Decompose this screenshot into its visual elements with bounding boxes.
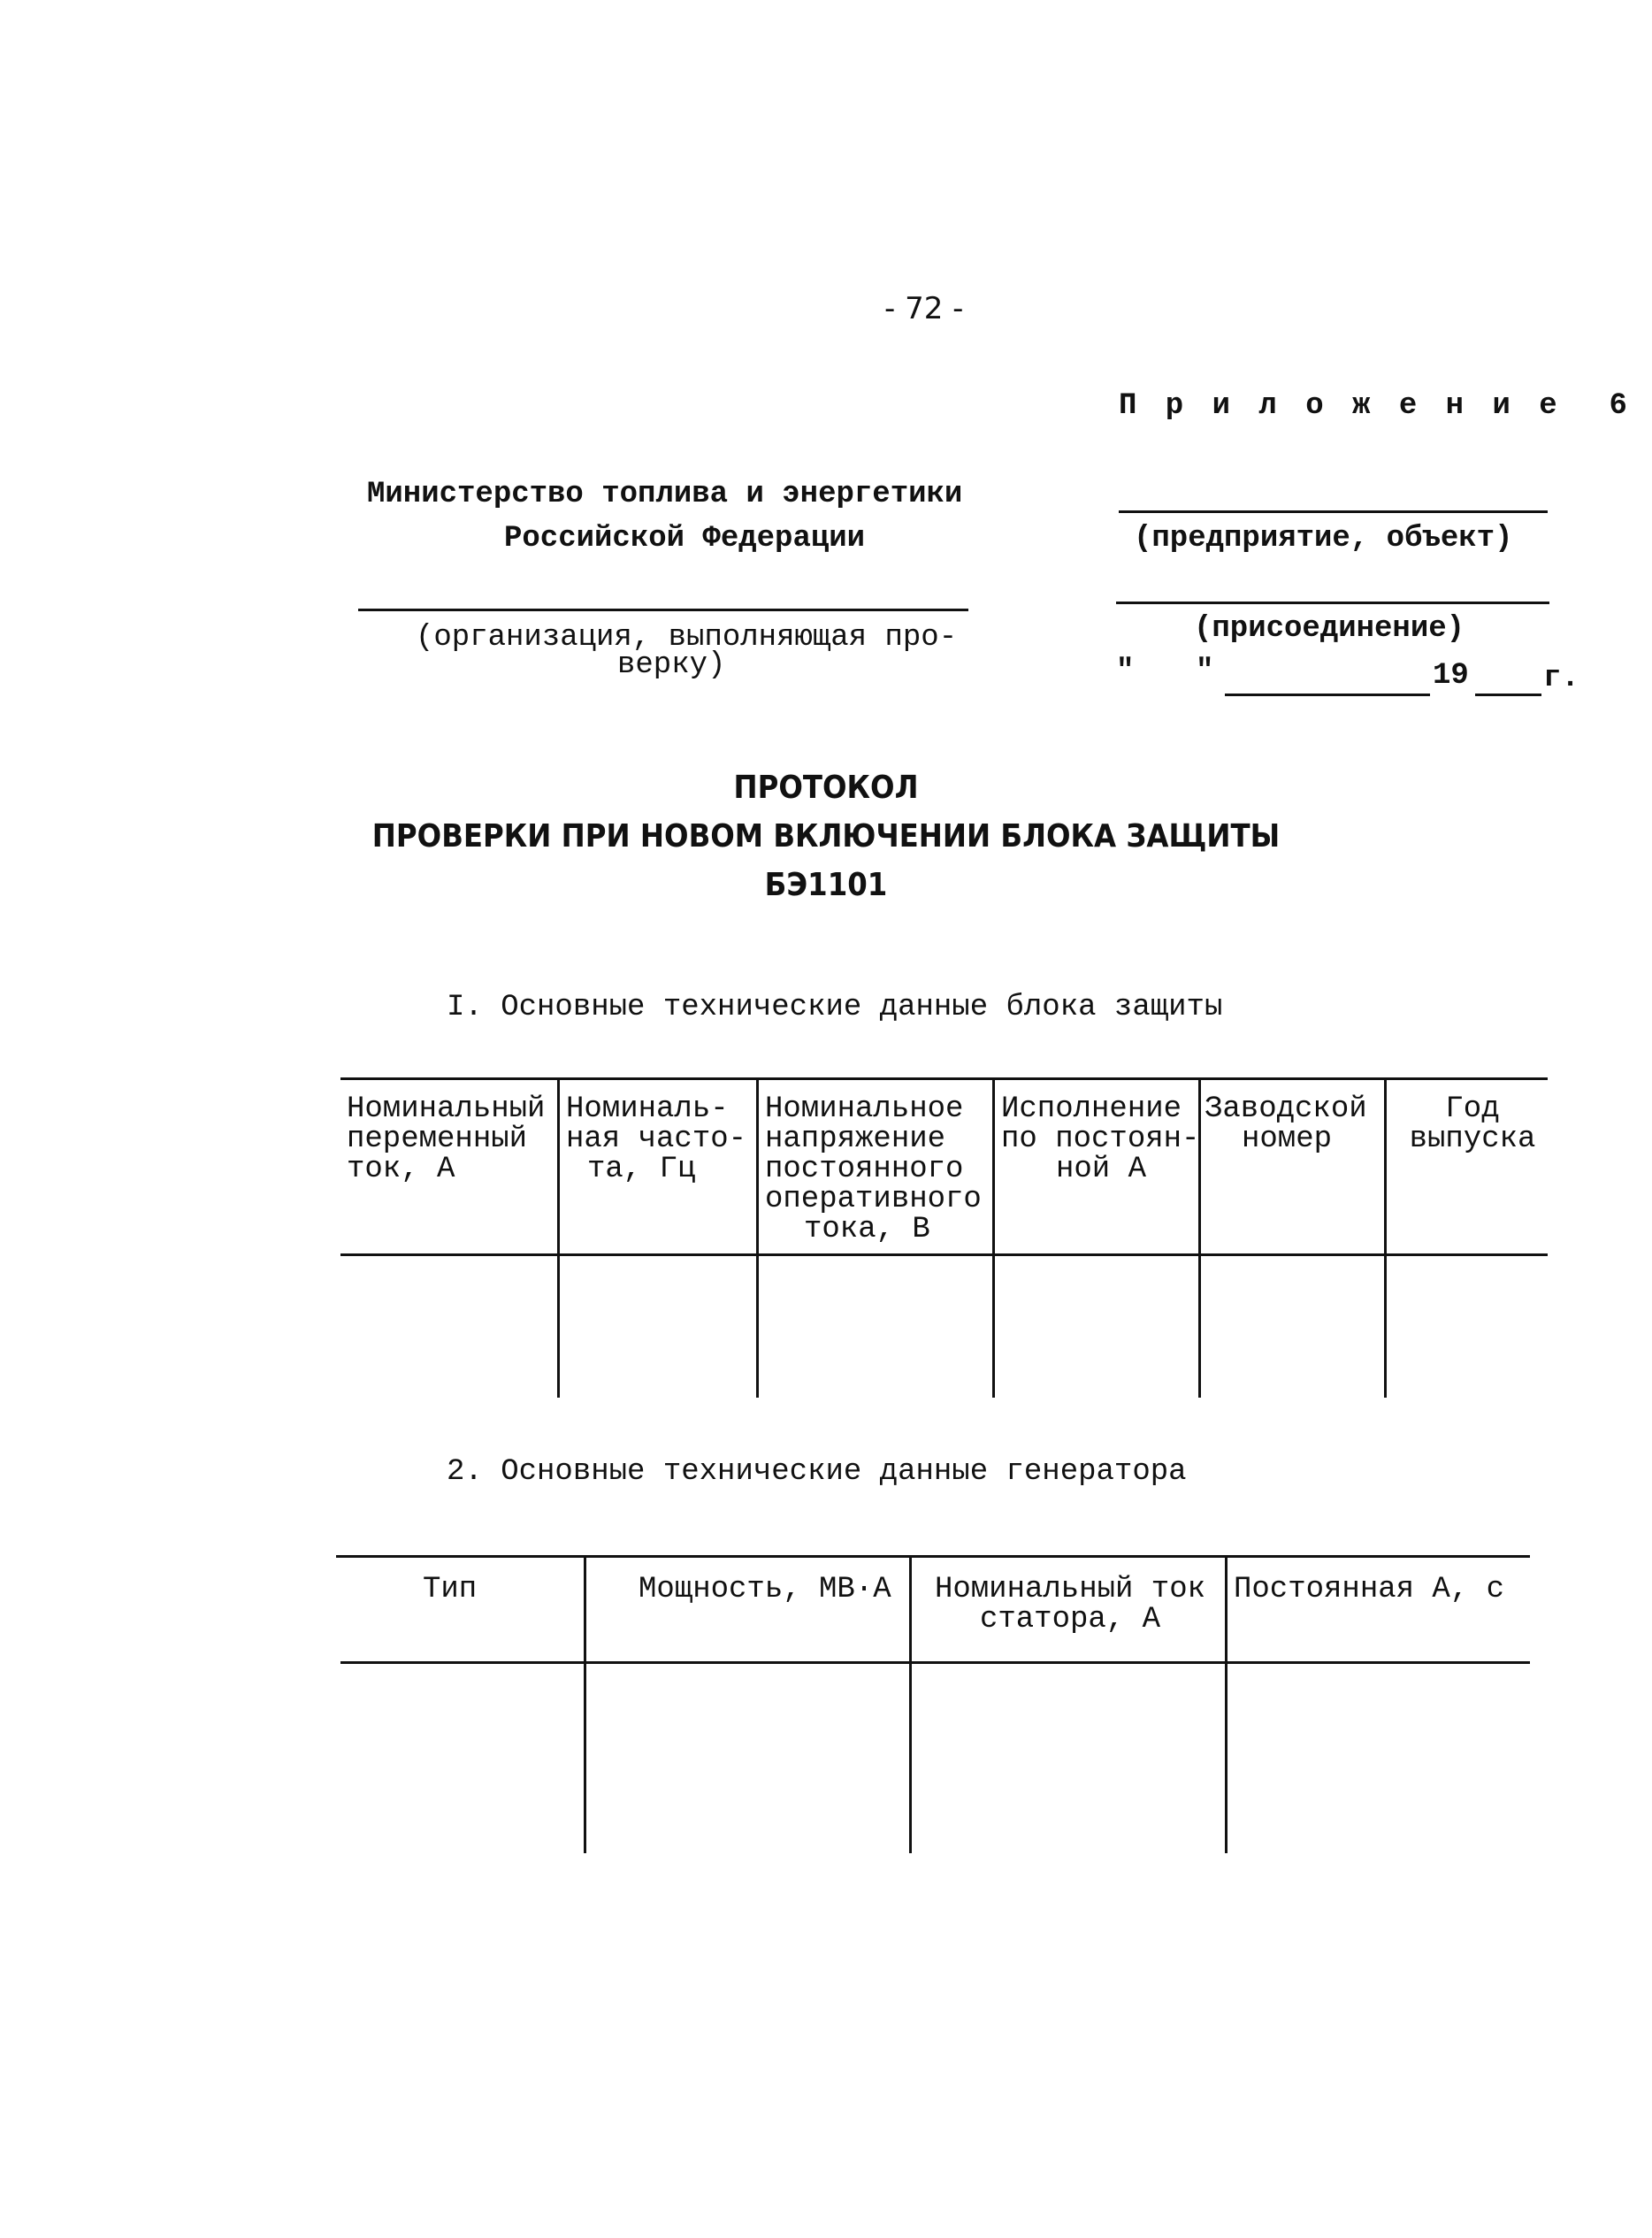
table2-col-time-constant: Постоянная А, с (1234, 1573, 1505, 1606)
organization-caption-line2: верку) (617, 648, 726, 682)
table2-col-type: Тип (423, 1573, 478, 1606)
ministry-name: Министерство топлива и энергетики (367, 478, 963, 511)
table2-col-stator-current: Номинальный ток статора, А (934, 1573, 1206, 1636)
section1-heading: I. Основные технические данные блока защиты (447, 991, 1223, 1024)
table1-col-serial-number: Заводской номер (1205, 1092, 1367, 1156)
organization-line (358, 609, 968, 611)
document-subtitle: ПРОВЕРКИ ПРИ НОВОМ ВКЛЮЧЕНИИ БЛОКА ЗАЩИТЫ (371, 818, 1281, 855)
table1-col-rated-dc-voltage: Номинальное напряжение постоянного оперативного тока, В (765, 1092, 982, 1246)
table1-col-rated-frequency: Номиналь- ная часто- та, Гц (566, 1092, 747, 1186)
table1-divider (756, 1079, 759, 1398)
document-title: ПРОТОКОЛ (733, 770, 919, 806)
date-year-line (1475, 694, 1541, 696)
connection-caption: (присоединение) (1194, 612, 1465, 646)
connection-line (1116, 602, 1549, 604)
device-model: БЭ1101 (764, 867, 888, 903)
table2-divider (584, 1557, 586, 1853)
table1-col-year-of-manufacture: Год выпуска (1409, 1092, 1536, 1156)
table2-col-power: Мощность, МВ·А (639, 1573, 891, 1606)
ministry-federation: Российской Федерации (504, 522, 866, 556)
appendix-label: П р и л о ж е н и е 6 (1119, 389, 1633, 423)
table1-divider (992, 1079, 995, 1398)
table2-divider (909, 1557, 912, 1853)
table2-divider (1225, 1557, 1228, 1853)
date-year-prefix: 19 (1433, 659, 1469, 693)
table1-col-dc-version: Исполнение по постоян- ной А (1001, 1092, 1200, 1186)
table1-top-line (340, 1077, 1548, 1080)
date-quote-open: " (1116, 655, 1135, 688)
page-number: - 72 - (884, 291, 964, 326)
table1-divider (557, 1079, 560, 1398)
table1-header-line (340, 1253, 1548, 1256)
table1-col-rated-ac-current: Номинальный переменный ток, А (347, 1092, 546, 1186)
date-year-suffix: г. (1543, 662, 1579, 695)
table2-header-line (340, 1661, 1530, 1664)
enterprise-caption: (предприятие, объект) (1134, 522, 1513, 556)
table2-top-line (336, 1555, 1530, 1558)
organization-caption-line1: (организация, выполняющая про- (416, 621, 958, 655)
date-day-month-line (1225, 694, 1430, 696)
table1-divider (1384, 1079, 1387, 1398)
section2-heading: 2. Основные технические данные генератора (447, 1455, 1187, 1489)
enterprise-line (1119, 510, 1548, 513)
date-quote-close: " (1196, 655, 1214, 688)
